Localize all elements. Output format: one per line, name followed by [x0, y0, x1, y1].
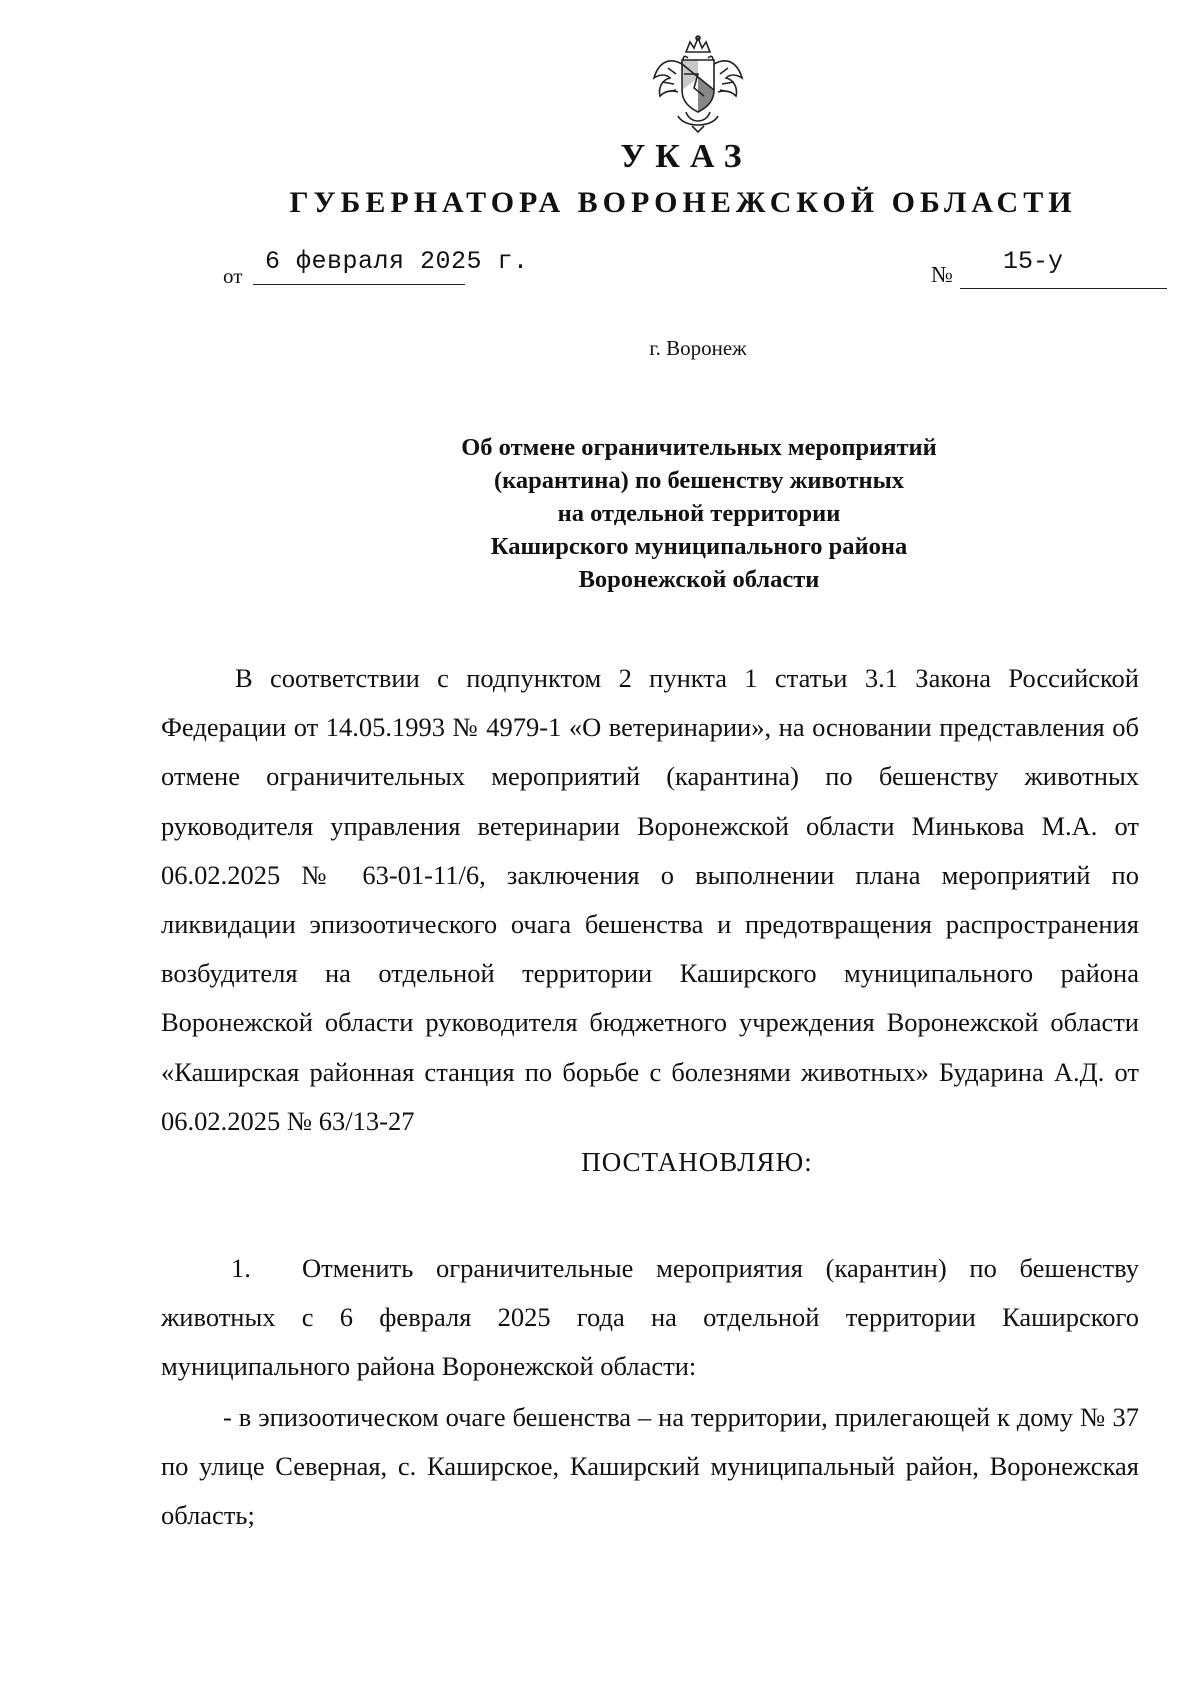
coat-of-arms-emblem — [638, 34, 758, 134]
document-heading — [0, 431, 1200, 596]
date-underline — [253, 284, 465, 285]
date-prefix: от — [223, 264, 243, 288]
document-number: 15-у — [1003, 247, 1064, 276]
item-1-subpoint: - в эпизоотическом очаге бешенства – на территории, прилегающей к дому № 37 по улице Северная, с. Каширское, Каширский муниципальный район, Воронежская область; — [161, 1402, 1139, 1531]
heading-line: Каширского муниципального района — [490, 533, 908, 560]
heading-line: (карантина) по бешенству животных — [494, 467, 904, 494]
heading-line: Об отмене ограничительных мероприятий — [461, 434, 937, 461]
item-1-paragraph — [161, 1244, 1139, 1392]
document-title: УКАЗ — [620, 138, 752, 175]
number-prefix: № — [931, 262, 953, 287]
intro-paragraph: В соответствии с подпунктом 2 пункта 1 статьи 3.1 Закона Российской Федерации от 14.05.1993 № 4979-1 «О ветеринарии», на основании представления об отмене ограничительных мероприятий (карантина) по бешенству животных руководителя управления ветеринарии Воронежской области Минькова М.А. от 06.02.2025 № 63-01-11/6, заключения о выполнении плана мероприятий по ликвидации эпизоотического очага бешенства и предотвращения распространения возбудителя на отдельной территории Каширского муниципального района Воронежской области руководителя бюджетного учреждения Воронежской области «Каширская районная станция по борьбе с болезнями животных» Бударина А.Д. от 06.02.2025 № 63/13-27 — [161, 663, 1139, 1136]
document-subtitle: ГУБЕРНАТОРА ВОРОНЕЖСКОЙ ОБЛАСТИ — [289, 186, 1077, 219]
document-date: 6 февраля 2025 г. — [265, 247, 529, 276]
number-underline — [960, 288, 1167, 289]
item-1-number: 1. — [231, 1253, 251, 1283]
item-1-text: Отменить ограничительные мероприятия (карантин) по бешенству животных с 6 февраля 2025 года на отдельной территории Каширского муниципального района Воронежской области: — [161, 1253, 1139, 1382]
decree-word: ПОСТАНОВЛЯЮ: — [581, 1147, 813, 1177]
city-label: г. Воронеж — [649, 336, 747, 360]
heading-line: Воронежской области — [578, 566, 820, 593]
heading-line: на отдельной территории — [557, 500, 841, 527]
